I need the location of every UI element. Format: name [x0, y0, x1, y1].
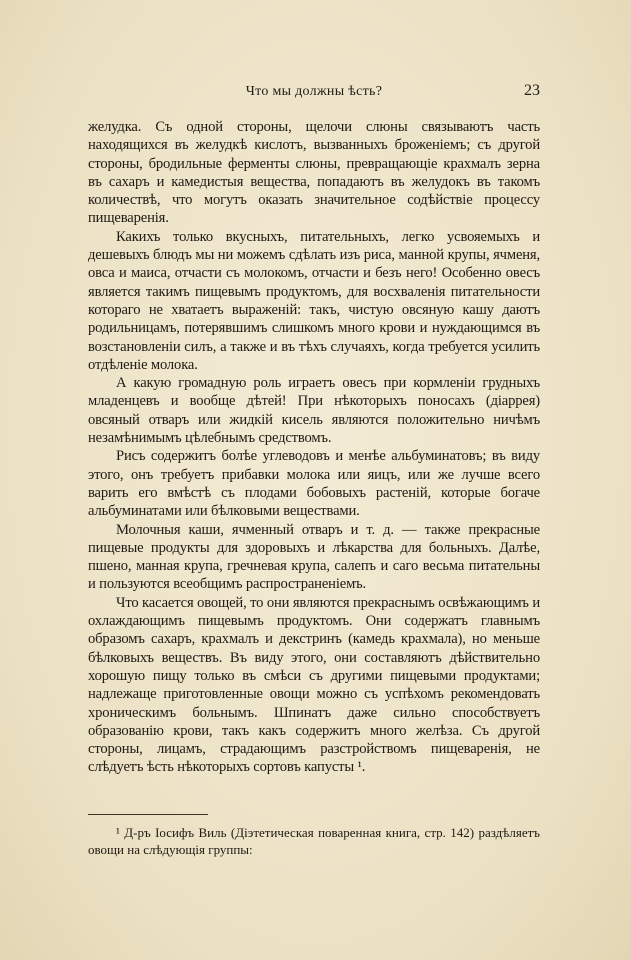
running-header	[88, 84, 540, 104]
main-text	[88, 118, 540, 777]
footnote-divider	[88, 814, 208, 815]
running-title: Что мы должны ѣсть?	[245, 84, 383, 99]
paragraph: Что касается овощей, то они являются прекраснымъ освѣжающимъ и охлаждающимъ пищевымъ продуктомъ. Они содержатъ главнымъ образомъ сахаръ, крахмалъ и декстринъ (камедь крахмала), но меньше бѣлковыхъ веществъ. Въ виду этого, они составляютъ дѣйствительно хорошую пищу только въ смѣси съ другими пищевыми продуктами; надлежаще приготовленные овощи можно съ успѣхомъ рекомендовать хроническимъ больнымъ. Шпинатъ даже сильно способствуетъ образованію крови, такъ какъ содержитъ много желѣза. Съ другой стороны, лицамъ, страдающимъ разстройствомъ пищеваренія, не слѣдуетъ ѣсть нѣкоторыхъ сортовъ капусты ¹.	[88, 594, 540, 776]
footnote	[88, 824, 540, 858]
paragraph: желудка. Съ одной стороны, щелочи слюны связываютъ часть находящихся въ желудкѣ кислотъ, вызванныхъ броженіемъ; съ другой стороны, бродильные ферменты слюны, превращающіе крахмалъ зерна въ сахаръ и камедистыя вещества, попадаютъ въ желудокъ въ такомъ количествѣ, что могутъ оказать значительное содѣйствіе процессу пищеваренія.	[88, 119, 540, 227]
paragraph: Какихъ только вкусныхъ, питательныхъ, легко усвояемыхъ и дешевыхъ блюдъ мы ни можемъ сдѣлать изъ риса, манной крупы, ячменя, овса и маиса, отчасти съ молокомъ, отчасти и безъ него! Особенно овесъ является такимъ пищевымъ продуктомъ, для восхваленія питательности котораго не хватаетъ выраженій: такъ, чистую овсяную кашу даютъ родильницамъ, потерявшимъ слишкомъ много крови и нуждающимся въ возстановленіи силъ, а также и въ тѣхъ случаяхъ, когда требуется усилить отдѣленіе молока.	[88, 228, 540, 373]
paragraph: Рисъ содержитъ болѣе углеводовъ и менѣе альбуминатовъ; въ виду этого, онъ требуетъ прибавки молока или яицъ, или же лучше всего варить его вмѣстѣ съ плодами бобовыхъ растеній, которые богаче альбуминатами или бѣлковыми веществами.	[88, 448, 540, 520]
paragraph: А какую громадную роль играетъ овесъ при кормленіи грудныхъ младенцевъ и вообще дѣтей! При нѣкоторыхъ поносахъ (діаррея) овсяный отваръ или жидкій кисель являются положительно ничѣмъ незамѣнимымъ цѣлебнымъ средствомъ.	[88, 375, 540, 447]
footnote-text: ¹ Д-ръ Іосифъ Виль (Діэтетическая поваренная книга, стр. 142) раздѣляетъ овощи на слѣдующія группы:	[88, 825, 540, 857]
page-number: 23	[524, 82, 540, 99]
paragraph: Молочныя каши, ячменный отваръ и т. д. — также прекрасные пищевые продукты для здоровыхъ и лѣкарства для больныхъ. Далѣе, пшено, манная крупа, гречневая крупа, салепъ и саго весьма питательны и пользуются всеобщимъ распространеніемъ.	[88, 521, 540, 593]
